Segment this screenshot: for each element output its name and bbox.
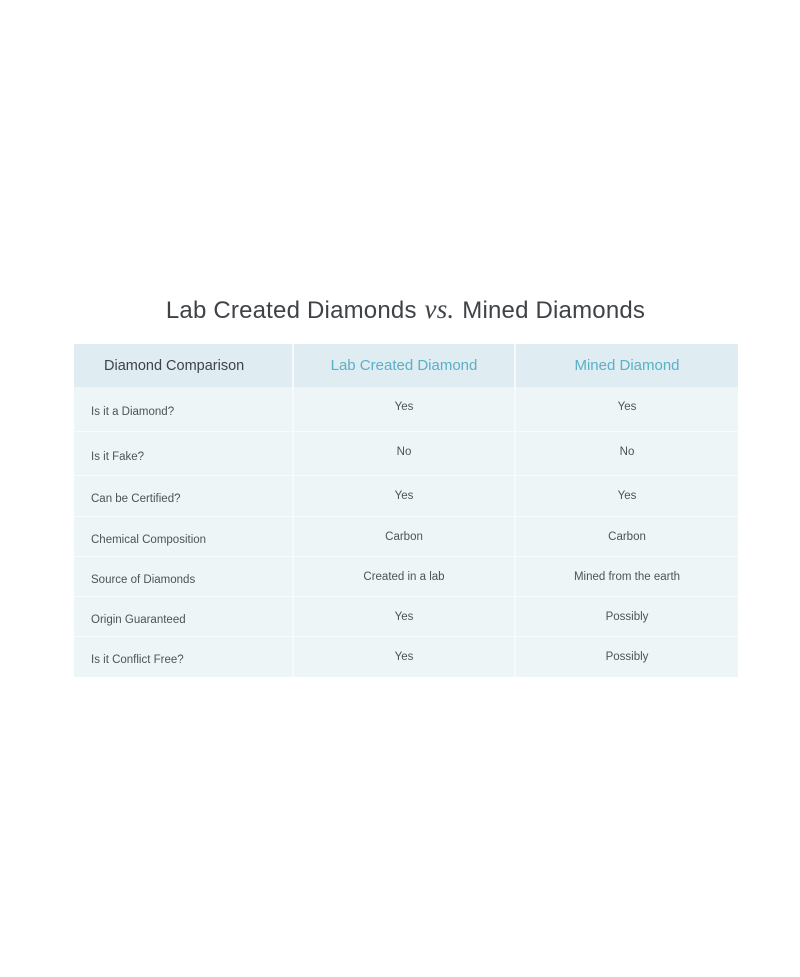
mined-value: Possibly [605, 651, 649, 663]
lab-value: Created in a lab [294, 557, 516, 596]
row-label: Origin Guaranteed [74, 597, 294, 636]
lab-value: Yes [294, 637, 516, 677]
lab-value: Carbon [294, 517, 516, 556]
lab-value: Yes [294, 597, 516, 636]
lab-value: Yes [294, 476, 516, 516]
mined-value: Possibly [605, 611, 649, 623]
row-label: Is it Conflict Free? [74, 637, 294, 677]
table-row [74, 432, 738, 476]
mined-value: Yes [617, 490, 637, 502]
header-mined-diamond: Mined Diamond [574, 357, 680, 374]
table-header-row [74, 344, 738, 387]
mined-value: No [619, 446, 635, 458]
row-label: Is it Fake? [74, 432, 294, 475]
row-label: Can be Certified? [74, 476, 294, 516]
title-vs: vs. [424, 294, 455, 324]
table-row [74, 557, 738, 597]
table-row [74, 517, 738, 557]
table-row [74, 637, 738, 677]
row-label: Source of Diamonds [74, 557, 294, 596]
header-lab-created-diamond: Lab Created Diamond [294, 344, 516, 387]
lab-value: Yes [294, 387, 516, 431]
table-row [74, 597, 738, 637]
title-lab-created: Lab Created Diamonds [165, 297, 417, 324]
lab-value: No [294, 432, 516, 475]
mined-value: Yes [617, 401, 637, 413]
page-title [0, 294, 800, 325]
title-mined: Mined Diamonds [462, 297, 646, 324]
table-row [74, 476, 738, 517]
mined-value: Carbon [608, 531, 646, 543]
table-row [74, 387, 738, 432]
mined-value: Mined from the earth [573, 571, 681, 583]
header-diamond-comparison: Diamond Comparison [74, 344, 294, 387]
comparison-table [74, 344, 738, 677]
row-label: Chemical Composition [74, 517, 294, 556]
row-label: Is it a Diamond? [74, 387, 294, 431]
